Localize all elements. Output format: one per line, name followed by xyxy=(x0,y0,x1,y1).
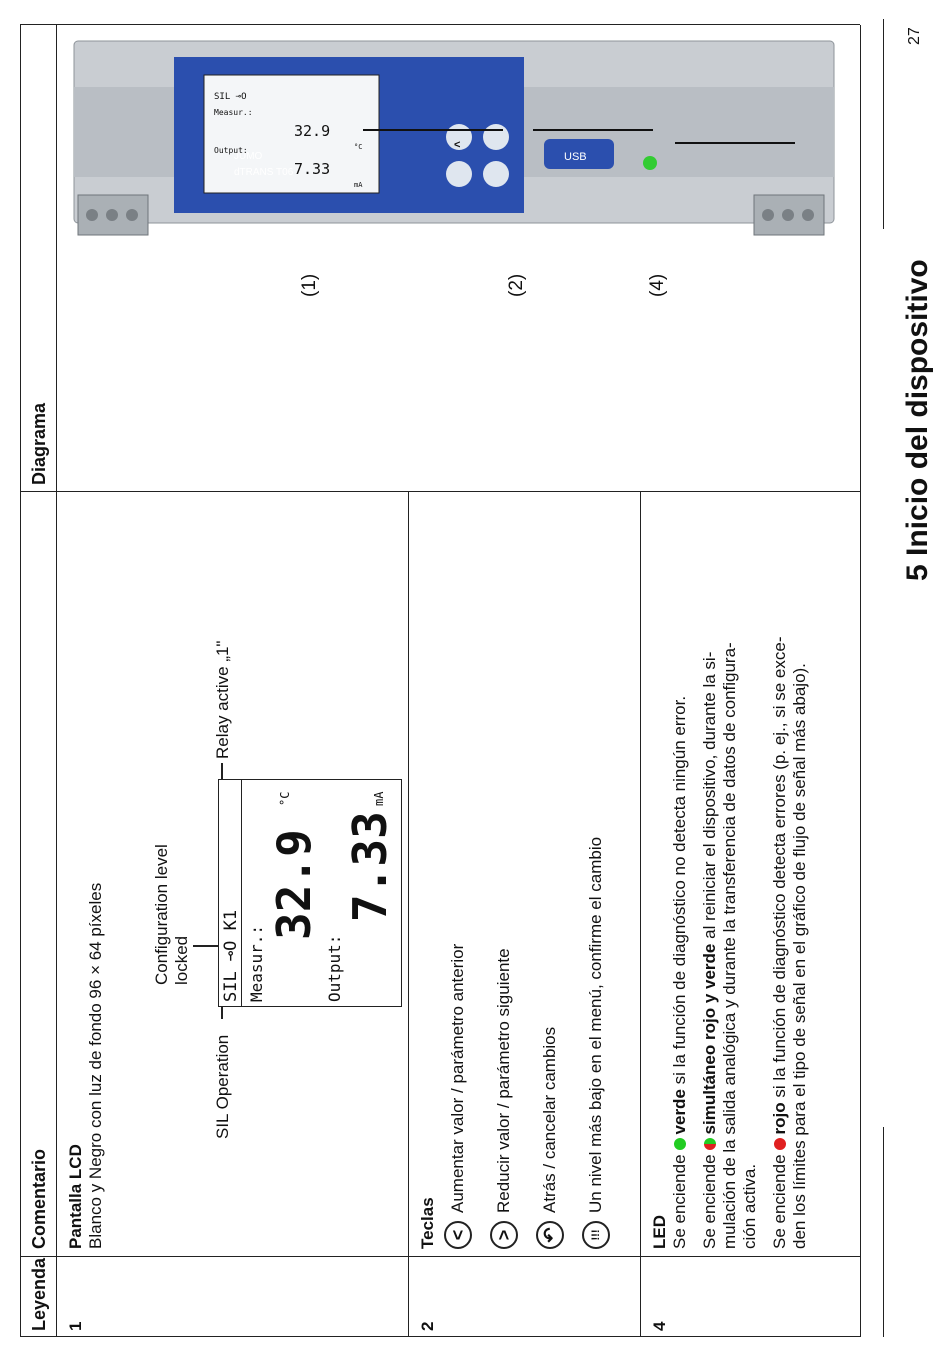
chevron-up-key-icon: < xyxy=(444,1221,472,1249)
lcd-measure-label: Measur.: xyxy=(247,924,266,1002)
lcd-output-value: 7.33 xyxy=(343,811,397,922)
table-col-rule-1 xyxy=(20,1256,860,1257)
row-1-subtitle: Blanco y Negro con luz de fondo 96 × 64 píxeles xyxy=(86,882,105,1249)
device-lcd-measure-unit: °C xyxy=(354,143,363,151)
red-led-icon xyxy=(774,1138,786,1150)
led-p1-c: si la función de diagnóstico no detecta ningún error. xyxy=(670,695,689,1085)
led-paragraph-1 xyxy=(670,696,690,1249)
device-lcd-line1: SIL ⊸O xyxy=(214,92,247,102)
chevron-down-key-icon: > xyxy=(490,1221,518,1249)
callout-2: (2) xyxy=(506,273,527,297)
device-lcd-measure-value: 32.9 xyxy=(294,122,331,140)
table-col-rule-2 xyxy=(20,491,860,492)
led-p3-a: Se enciende xyxy=(770,1154,789,1249)
device-brand: JUMO xyxy=(234,151,263,162)
table-row-rule-2 xyxy=(640,492,641,1337)
table-border-left xyxy=(20,1336,860,1337)
device-illustration xyxy=(64,27,844,237)
led-paragraph-2-line-1 xyxy=(700,652,720,1249)
led-paragraph-3-line-1 xyxy=(770,637,790,1250)
device-model: dTRANS T06 xyxy=(234,167,294,178)
device-photo xyxy=(64,27,844,237)
row-2-title: Teclas xyxy=(418,1197,437,1249)
row-1-title: Pantalla LCD xyxy=(66,1144,85,1249)
key-text-menu: Un nivel más bajo en el menú, confirme el cambio xyxy=(586,836,605,1213)
led-p2-e: ción activa. xyxy=(740,1163,759,1249)
device-lcd-output-unit: mA xyxy=(354,181,363,189)
led-p2-c: al reiniciar el dispositivo, durante la si- xyxy=(700,651,719,939)
footer-chapter-title: 5 Inicio del dispositivo xyxy=(901,259,934,581)
led-p1-a: Se enciende xyxy=(670,1154,689,1249)
red-green-led-icon xyxy=(704,1138,716,1150)
device-usb-label: USB xyxy=(564,151,587,163)
device-key-icon: < xyxy=(454,139,461,151)
key-text-up: Aumentar valor / parámetro anterior xyxy=(448,943,467,1213)
header-legend: Leyenda xyxy=(29,1257,49,1331)
lcd-leader-config xyxy=(193,946,219,948)
lcd-label-config-1: Configuration level xyxy=(152,844,171,985)
key-text-back: Atrás / cancelar cambios xyxy=(540,1026,559,1213)
led-p3-d: den los límites para el tipo de señal en el gráfico de flujo de señal más abajo). xyxy=(790,663,809,1249)
lcd-output-unit: mA xyxy=(372,791,386,806)
lcd-output-label: Output: xyxy=(325,934,344,1002)
row-1-id: 1 xyxy=(66,1321,85,1331)
table-row-rule-1 xyxy=(408,492,409,1337)
led-p1-b: verde xyxy=(670,1089,689,1135)
row-4-title: LED xyxy=(650,1215,669,1249)
lcd-label-config-2: locked xyxy=(172,935,191,985)
footer-rule-left xyxy=(883,1127,884,1337)
lcd-label-relay: Relay active „1" xyxy=(213,640,232,759)
lcd-status-divider xyxy=(241,780,242,1006)
table-border-top xyxy=(20,25,21,1337)
header-comment: Comentario xyxy=(29,1148,49,1249)
footer-page-number: 27 xyxy=(906,27,923,45)
device-lcd-measure-label: Measur.: xyxy=(214,108,253,117)
key-text-down: Reducir valor / parámetro siguiente xyxy=(494,948,513,1213)
lcd-label-sil: SIL Operation xyxy=(213,1034,232,1139)
led-p2-a: Se enciende xyxy=(700,1154,719,1249)
header-diagram: Diagrama xyxy=(29,402,49,485)
led-p2-d: mulación de la salida analógica y durante la transferencia de datos de configura- xyxy=(720,642,739,1249)
table-border-right xyxy=(20,24,860,25)
footer-rule-right xyxy=(883,19,884,229)
legend-table xyxy=(20,25,860,1337)
callout-1: (1) xyxy=(299,273,320,297)
lcd-leader-sil xyxy=(221,1007,223,1019)
lcd-measure-value: 32.9 xyxy=(267,829,321,940)
green-led-icon xyxy=(674,1138,686,1150)
device-lcd-output-value: 7.33 xyxy=(294,160,331,178)
lcd-status-line: SIL ⊸O K1 xyxy=(221,909,241,1002)
callout-4: (4) xyxy=(647,273,668,297)
led-p3-b: rojo xyxy=(770,1102,789,1135)
table-header-rule xyxy=(56,25,57,1337)
led-p3-c: si la función de diagnóstico detecta errores (p. ej., si se exce- xyxy=(770,636,789,1098)
led-p2-b: simultáneo rojo y verde xyxy=(700,943,719,1135)
lcd-measure-unit: °C xyxy=(278,791,292,806)
back-key-icon: ↶ xyxy=(536,1221,564,1249)
row-2-id: 2 xyxy=(418,1321,437,1331)
table-border-bottom xyxy=(860,25,861,1337)
menu-ok-key-icon: !!! xyxy=(582,1221,610,1249)
device-lcd-output-label: Output: xyxy=(214,146,248,155)
lcd-screen-illustration xyxy=(218,779,402,1007)
row-4-id: 4 xyxy=(650,1321,669,1331)
